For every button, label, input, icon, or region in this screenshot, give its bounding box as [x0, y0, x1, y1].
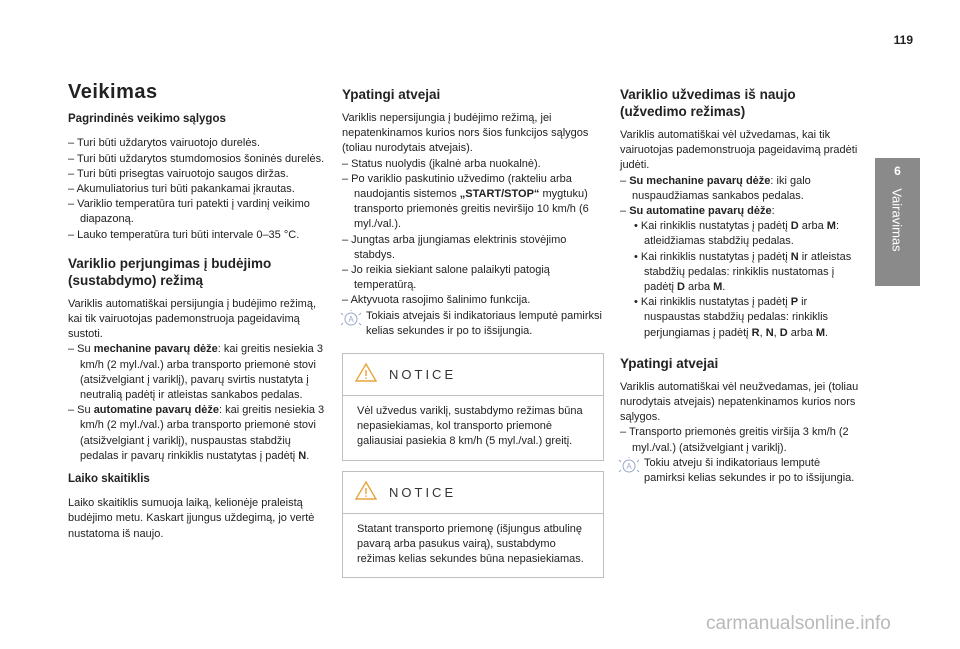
special-case-item: – Po variklio paskutinio užvedimo (rakteliu arba naudojantis sistemos „START/STOP“ mygtuku) transporto priemonės greitis neviršijo 10 km/h (6 myl./val.).	[342, 172, 589, 231]
notice-text: Vėl užvedus variklį, sustabdymo režimas būna nepasiekiamas, kol transporto priemonė galiausiai pasiekia 8 km/h (5 myl./val.) greitį.	[357, 405, 583, 448]
counter-text: Laiko skaitiklis sumuoja laiką, kelionėje praleistą budėjimo metu. Kaskart įjungus uždegimą, jo vertė nustatoma iš naujo.	[68, 497, 315, 540]
indicator-note	[342, 309, 604, 339]
condition-item: – Akumuliatorius turi būti pakankamai įkrautas.	[68, 183, 295, 196]
standby-intro: Variklis automatiškai persijungia į budėjimo režimą, kai tik vairuotojas pademonstruoja pageidavimą sustoti.	[68, 297, 317, 341]
restart-intro: Variklis automatiškai vėl užvedamas, kai tik vairuotojas pademonstruoja pageidavimą pradėti judėti.	[620, 129, 858, 172]
standby-auto-item: – Su automatine pavarų dėže: kai greitis nesiekia 3 km/h (2 myl./val.) arba transporto priemonė stovi (atsižvelgiant į variklį), nuspaustas stabdžių pedalas ir pavarų rinkiklis nustatytas į padėtį N.	[68, 404, 325, 462]
restart-sub-item: • Kai rinkiklis nustatytas į padėtį N ir atleistas stabdžių pedalas: rinkiklis nustatomas į padėtį D arba M.	[634, 250, 852, 294]
notice-box	[342, 353, 604, 461]
condition-item: – Variklio temperatūra turi patekti į vardinį veikimo diapazoną.	[68, 198, 310, 226]
special-case-item: – Status nuolydis (įkalnė arba nuokalnė).	[342, 157, 541, 170]
restart-auto-item: – Su automatine pavarų dėže:	[620, 205, 775, 218]
standby-heading: Variklio perjungimas į budėjimo (sustabdymo) režimą	[68, 255, 272, 288]
restart-special-item: – Transporto priemonės greitis viršija 3 km/h (2 myl./val.) (atsižvelgiant į variklį).	[620, 426, 849, 454]
section-title: Veikimas	[68, 81, 158, 103]
stop-start-indicator-icon	[340, 310, 362, 333]
notice-box	[342, 471, 604, 579]
stop-start-indicator-icon	[618, 457, 640, 480]
warning-icon	[355, 362, 377, 387]
notice-text: Statant transporto priemonę (išjungus atbulinę pavarą arba pasukus vairą), sustabdymo režimas kelias sekundes būna nepasiekiamas.	[357, 522, 584, 566]
column-2	[342, 82, 604, 586]
counter-heading: Laiko skaitiklis	[68, 473, 150, 486]
restart-manual-item: – Su mechanine pavarų dėže: iki galo nuspaudžiamas sankabos pedalas.	[620, 174, 811, 202]
special-cases-intro: Variklis nepersijungia į budėjimo režimą, jei nepatenkinamos kurios nors šios funkcijos sąlygos (toliau nurodytais atvejais).	[342, 112, 589, 155]
special-case-item: – Jungtas arba įjungiamas elektrinis stovėjimo stabdys.	[342, 233, 567, 261]
special-case-item: – Aktyvuota rasojimo šalinimo funkcija.	[342, 294, 531, 307]
indicator-note-text: Tokiais atvejais ši indikatoriaus lemputė pamirksi kelias sekundes ir po to išsijungia.	[366, 309, 602, 337]
restart-sub-item: • Kai rinkiklis nustatytas į padėtį P ir nuspaustas stabdžių pedalas: rinkiklis perjungiamas į padėtį R, N, D arba M.	[634, 296, 829, 339]
column-3	[620, 82, 864, 486]
special-cases-heading: Ypatingi atvejai	[342, 87, 441, 102]
restart-special-heading: Ypatingi atvejai	[620, 355, 719, 371]
condition-item: – Lauko temperatūra turi būti intervale 0–35 °C.	[68, 228, 300, 241]
condition-item: – Turi būti uždarytos stumdomosios šoninės durelės.	[68, 152, 325, 165]
chapter-number: 6	[894, 164, 901, 178]
condition-item: – Turi būti prisegtas vairuotojo saugos diržas.	[68, 167, 289, 180]
page-number: 119	[893, 33, 913, 47]
condition-item: – Turi būti uždarytos vairuotojo durelės.	[68, 137, 260, 150]
notice-title: NOTICE	[389, 485, 457, 501]
svg-text:A: A	[626, 461, 632, 471]
restart-special-intro: Variklis automatiškai vėl neužvedamas, jei (toliau nurodytais atvejais) nepatenkinamos kurios nors sąlygos.	[620, 380, 859, 424]
watermark: carmanualsonline.info	[706, 613, 891, 634]
indicator-note	[620, 456, 864, 486]
restart-sub-item: • Kai rinkiklis nustatytas į padėtį D arba M: atleidžiamas stabdžių pedalas.	[634, 220, 840, 248]
special-case-item: – Jo reikia siekiant salone palaikyti patogią temperatūrą.	[342, 264, 550, 292]
chapter-tab	[875, 158, 920, 286]
conditions-heading: Pagrindinės veikimo sąlygos	[68, 113, 226, 126]
warning-icon	[355, 480, 377, 505]
standby-manual-item: – Su mechanine pavarų dėže: kai greitis nesiekia 3 km/h (2 myl./val.) arba transporto priemonė stovi (atsižvelgiant į variklį), pavarų svirtis nustatyta į neutralią padėtį ir atleistas sankabos pedalas.	[68, 343, 323, 402]
restart-heading: Variklio užvedimas iš naujo (užvedimo režimas)	[620, 87, 796, 119]
column-1	[68, 82, 332, 542]
svg-text:A: A	[348, 314, 354, 324]
chapter-label: Vairavimas	[889, 188, 905, 252]
notice-title: NOTICE	[389, 367, 457, 383]
indicator-note-text: Tokiu atveju ši indikatoriaus lemputė pamirksi kelias sekundes ir po to išsijungia.	[644, 456, 855, 485]
